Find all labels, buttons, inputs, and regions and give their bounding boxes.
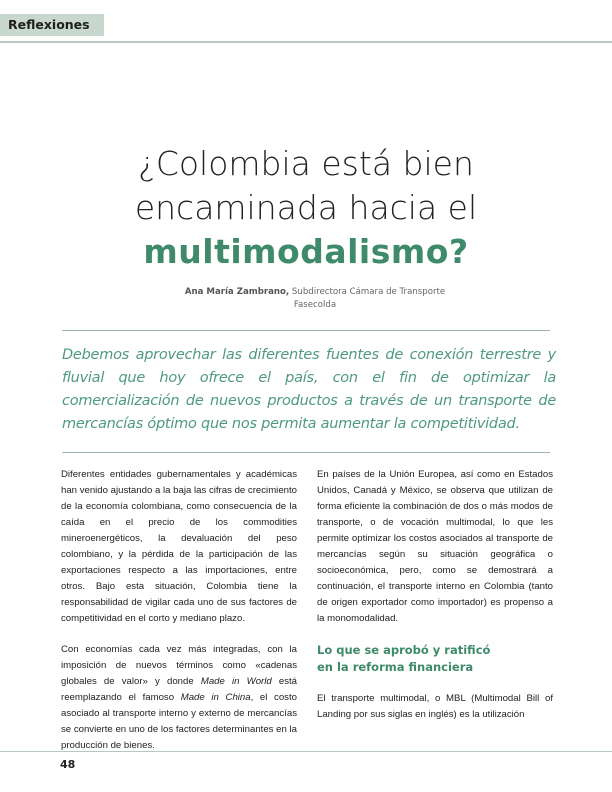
paragraph-text: Con economías cada vez más integradas, con la imposición de nuevos términos como «cadenas globales de valor» y donde xyxy=(61,644,297,687)
section-tab xyxy=(0,14,104,36)
footer-rule xyxy=(0,751,612,752)
title-line-1: ¿Colombia está bien xyxy=(138,144,474,183)
italic-term: Made in World xyxy=(200,676,272,687)
body-column-right xyxy=(317,467,553,738)
byline xyxy=(150,286,480,311)
paragraph: El transporte multimodal, o MBL (Multimodal Bill of Landing por sus siglas en inglés) es la utilización xyxy=(317,693,553,720)
subheading-line: en la reforma financiera xyxy=(317,660,474,674)
italic-term: Made in China xyxy=(180,692,251,703)
paragraph: Diferentes entidades gubernamentales y académicas han venido ajustando a la baja las cifras de crecimiento de la economía colombiana, como consecuencia de la caída en el precio de los commodities mineroenergéticos, la devaluación del peso colombiano, y la pérdida de la participación de las exportaciones respecto a las importaciones, entre otros. Bajo esta situación, Colombia tiene la responsabilidad de vigilar cada uno de sus factores de competitividad en el corto y mediano plazo. xyxy=(61,469,297,624)
paragraph-text: está reemplazando el famoso xyxy=(61,676,298,703)
paragraph: En países de la Unión Europea, así como en Estados Unidos, Canadá y México, se observa que utilizan de forma eficiente la combinación de dos o más modos de transporte, o de vocación multimodal, lo que les permite optimizar los costos asociados al transporte de mercancías según su situación geográfica o socioeconómica, pero, como se demostrará a continuación, el transporte interno en Colombia (tanto de origen exportador como importador) es propenso a la monomodalidad. xyxy=(317,469,553,624)
article-title xyxy=(40,142,572,274)
header-rule xyxy=(0,41,612,43)
title-line-3-emphasis: multimodalismo? xyxy=(143,232,469,271)
title-line-2: encaminada hacia el xyxy=(134,188,478,227)
author-organization: Fasecolda xyxy=(293,299,337,310)
body-column-left xyxy=(61,467,297,769)
author-role: Subdirectora Cámara de Transporte xyxy=(291,287,446,297)
pull-quote-top-rule xyxy=(62,330,550,331)
paragraph xyxy=(61,642,297,754)
paragraph-text: , el costo asociado al transporte interno y externo de mercancías se convierte en uno de los factores determinantes en la producción de bienes. xyxy=(61,692,297,751)
page-number: 48 xyxy=(60,758,76,771)
section-label: Reflexiones xyxy=(8,17,90,32)
subheading-line: Lo que se aprobó y ratificó xyxy=(317,643,491,657)
pull-quote-bottom-rule xyxy=(62,452,550,453)
section-subheading xyxy=(317,642,553,676)
pull-quote: Debemos aprovechar las diferentes fuentes de conexión terrestre y fluvial que hoy ofrece el país, con el fin de optimizar la comercialización de nuevos productos a través de un transporte de mercancías óptimo que nos permita aumentar la competitividad. xyxy=(62,347,556,432)
author-name: Ana María Zambrano, xyxy=(184,287,290,297)
